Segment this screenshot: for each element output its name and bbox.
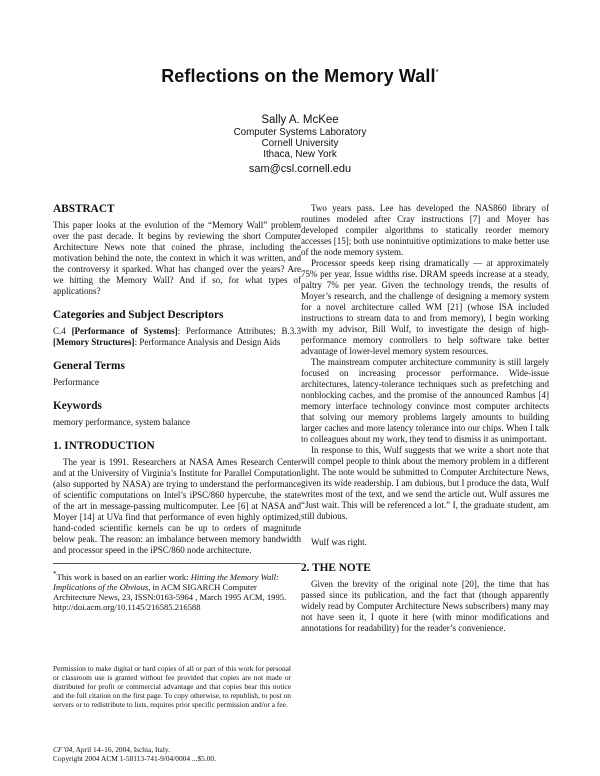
the-note-paragraph-1: Given the brevity of the original note [20], the time that has passed since its publication, and the fact that (though apparently widely read by Computer Architecture News subscribers) many may not have seen it, I quote it here (with minor modifications and annotations for readability) for the reader’s convenience.: [301, 579, 549, 633]
categories-heading: Categories and Subject Descriptors: [53, 309, 224, 321]
category-c4-code: C.4: [53, 326, 66, 336]
title-footnote: [53, 563, 301, 612]
keywords-text: memory performance, system balance: [53, 417, 190, 427]
right-column: [301, 203, 549, 634]
keywords-heading: Keywords: [53, 400, 102, 412]
category-b33-rest: : Performance Analysis and Design Aids: [134, 337, 281, 347]
general-terms-text: Performance: [53, 377, 99, 387]
footnote-tail: , in ACM SIGARCH Computer Architecture News, 23, ISSN:0163-5964 , March 1995 ACM, 1995. http://doi.acm.org/10.1145/216585.216588: [53, 581, 287, 612]
footnote-mark: *: [53, 570, 57, 578]
intro-paragraph-2: Two years pass. Lee has developed the NAS860 library of routines modeled after Cray instructions [7] and Moyer has developed compiler algorithms to statically reorder memory accesses [15]; both use nonintuitive optimizations to make better use of the node memory system.: [301, 203, 549, 257]
author-block: [0, 113, 600, 176]
copyright-line: Copyright 2004 ACM 1-58113-741-9/04/0004 ...$5.00.: [53, 754, 216, 763]
the-note-heading: 2. THE NOTE: [301, 562, 371, 574]
category-c4-name: [Performance of Systems]: [71, 326, 178, 336]
author-lab: Computer Systems Laboratory: [233, 127, 367, 138]
abstract-text: This paper looks at the evolution of the “Memory Wall” problem over the past decade. It begins by reviewing the short Computer Architecture News note that coined the phrase, including the motivation behind the note, the context in which it was written, and the controversy it sparked. What has changed over the years? Are we hitting the Memory Wall? And if so, for what types of applications?: [53, 220, 301, 296]
conference-details: April 14–16, 2004, Ischia, Italy.: [74, 745, 170, 754]
general-terms-heading: General Terms: [53, 360, 125, 372]
permission-notice: Permission to make digital or hard copies of all or part of this work for personal or classroom use is granted without fee provided that copies are not made or distributed for profit or commercial advantage and that copies bear this notice and the full citation on the first page. To copy otherwise, to republish, to post on servers or to redistribute to lists, requires prior specific permission and/or a fee.: [53, 664, 291, 709]
intro-paragraph-5: In response to this, Wulf suggests that we write a short note that will compel people to think about the memory problem in a different light. The note would be submitted to Computer Architecture News, given its wide readership. I am dubious, but I produce the data, Wulf writes most of the text, and we send the article out. Wulf assures me “Just wait. This will be referenced a lot.” I, the graduate student, am still dubious.: [301, 445, 549, 521]
left-column: [53, 203, 301, 612]
author-location: Ithaca, New York: [263, 149, 337, 161]
paper-title: [0, 66, 600, 87]
category-c4-rest: : Performance Attributes;: [177, 326, 276, 336]
author-name: Sally A. McKee: [261, 114, 339, 126]
intro-paragraph-3: Processor speeds keep rising dramatically — at approximately 75% per year. Issue widths rise. DRAM speeds increase at a steady, paltry 7% per year. Given the technology trends, the results of Moyer’s research, and the challenge of designing a memory system for a novel architecture called WM [21] (whose ISA included instructions to stream data to and from memory), I begin working with my advisor, Bill Wulf, to investigate the design of high-performance memory controllers to help software take better advantage of lower-level memory system resources.: [301, 258, 549, 356]
category-b33-code: B.3.3: [281, 326, 302, 336]
intro-paragraph-4: The mainstream computer architecture community is still largely focused on increasing processor performance. Wide-issue architectures, latency-tolerance techniques such as prefetching and nonblocking caches, and the promise of the announced Rambus [4] memory interface technology convince most computer architects that solving our memory problems largely amounts to building larger caches and more latency tolerance into our chips. When I talk to colleagues about my work, they tend to dismiss it as unimportant.: [301, 357, 549, 444]
footnote-lead: This work is based on an earlier work:: [56, 571, 191, 582]
title-footnote-mark: *: [435, 68, 439, 77]
intro-paragraph-6: Wulf was right.: [311, 537, 367, 547]
intro-paragraph-1: The year is 1991. Researchers at NASA Ames Research Center and at the University of Virginia’s Institute for Parallel Computation (also supported by NASA) are trying to understand the performance of scientific computations on Intel’s iPSC/860 hypercube, the state of the art in message-passing multicomputer. Lee [6] at NASA and Moyer [14] at UVa find that performance of even highly optimized, hand-coded scientific kernels can be up to orders of magnitude below peak. The reason: an imbalance between memory bandwidth and processor speed in the iPSC/860 node architecture.: [53, 457, 301, 555]
author-email: sam@csl.cornell.edu: [248, 162, 352, 175]
author-university: Cornell University: [261, 138, 339, 150]
paper-title-text: Reflections on the Memory Wall: [161, 66, 436, 86]
categories-text: [53, 326, 301, 348]
footnote-cited-title: Hitting the Memory Wall: Implications of the Obvious: [53, 571, 279, 592]
conference-name: CF’04,: [53, 745, 75, 754]
category-b33-name: [Memory Structures]: [53, 337, 135, 347]
introduction-heading: 1. INTRODUCTION: [53, 440, 155, 452]
abstract-heading: ABSTRACT: [53, 203, 115, 215]
